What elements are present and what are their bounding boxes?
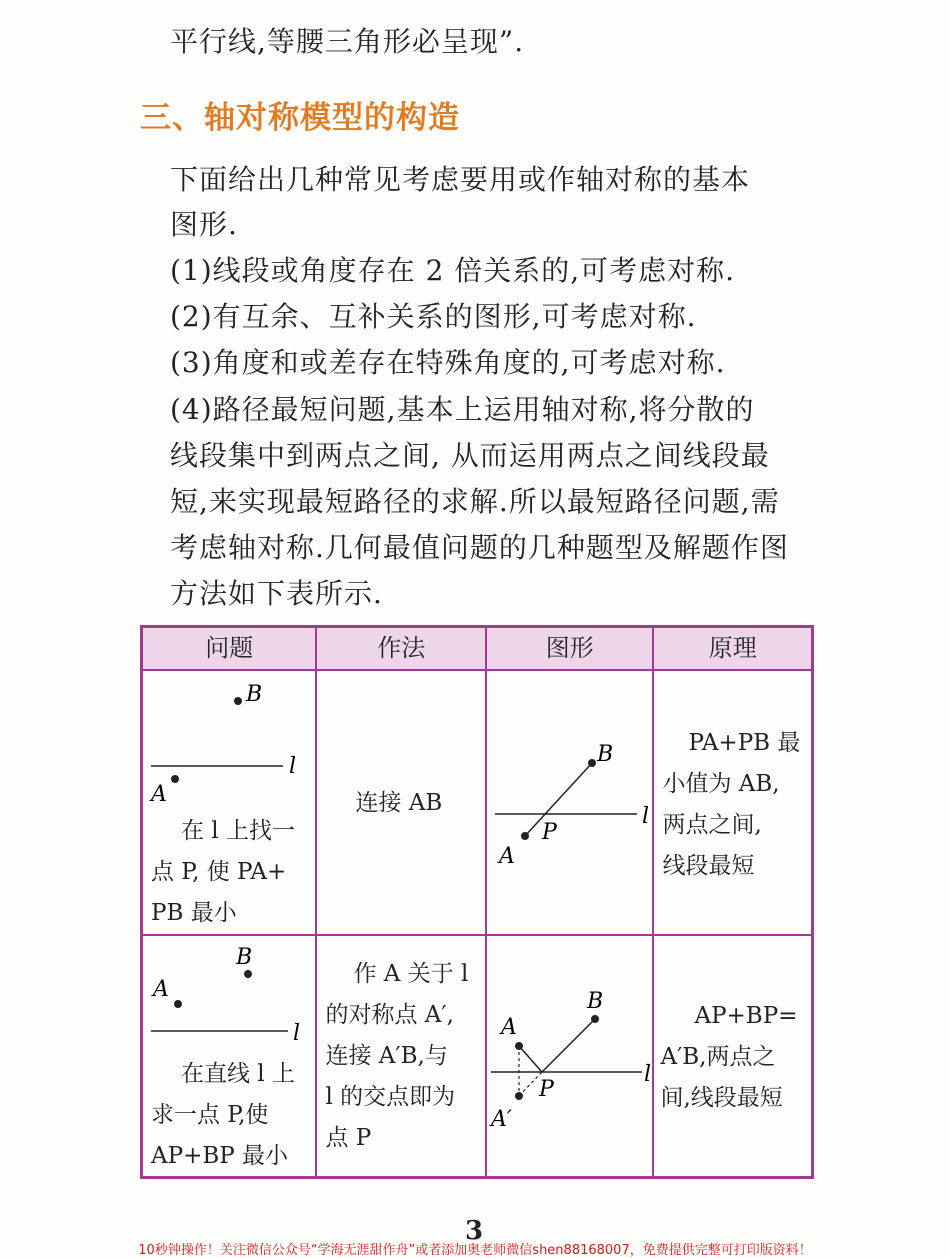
problem-text-line: AP+BP 最小 [151,1143,289,1169]
point-label-b: B [236,945,253,970]
point-label-p: P [541,820,557,845]
method-cell [316,935,485,1178]
paragraph-line: 方法如下表所示. [170,577,383,610]
header-figure: 图形 [486,627,654,671]
problem-text-line: PB 最小 [151,900,237,926]
problem-cell [142,670,317,935]
method-cell [316,670,485,935]
figure-cell [486,935,654,1178]
point-label-b: B [246,682,263,707]
line-label-l: l [641,804,649,829]
principle-cell [653,670,812,935]
principle-text-line: 小值为 AB, [662,771,780,797]
method-text-line: l 的交点即为 [325,1084,456,1110]
paragraph-line: (3)角度和或差存在特殊角度的,可考虑对称. [170,346,726,379]
point-label-a: A [153,977,169,1002]
method-text-line: 作 A 关于 l [353,961,469,987]
principle-text-line: 两点之间, [662,812,762,838]
methods-table [140,625,814,1179]
paragraph-line: (4)路径最短问题,基本上运用轴对称,将分散的 [170,393,755,426]
table-row [142,670,813,935]
paragraph-line: (2)有互余、互补关系的图形,可考虑对称. [170,300,697,333]
point-label-b: B [586,989,604,1014]
page-number: 3 [465,1216,484,1246]
principle-cell [653,935,812,1178]
paragraph-line: 图形. [170,208,238,241]
header-principle: 原理 [653,627,812,671]
paragraph-line: (1)线段或角度存在 2 倍关系的,可考虑对称. [170,254,736,287]
principle-text-line: PA+PB 最 [688,730,801,756]
figure-diagram [487,671,653,934]
figure-cell [486,670,654,935]
point-label-p: P [538,1077,554,1102]
method-text-line: 点 P [325,1125,372,1151]
method-text-line: 连接 AB [355,790,443,816]
figure-diagram [487,936,653,1176]
problem-text-line: 在直线 l 上 [181,1061,295,1087]
problem-diagram [143,671,316,807]
line-label-l: l [289,754,297,779]
problem-text-line: 求一点 P,使 [151,1102,269,1128]
problem-cell [142,935,317,1178]
table-header-row [142,627,813,671]
principle-text-line: AP+BP= [694,1003,798,1029]
point-label-a: A [498,844,515,869]
section-heading: 三、轴对称模型的构造 [140,100,460,136]
principle-text-line: 线段最短 [662,853,755,879]
paragraph-line: 考虑轴对称.几何最值问题的几种题型及解题作图 [170,531,789,564]
principle-text-line: 间,线段最短 [660,1085,783,1111]
point-label-a-prime: A′ [490,1107,512,1132]
top-line: 平行线,等腰三角形必呈现”. [170,25,525,58]
method-text-line: 连接 A′B,与 [325,1043,448,1069]
header-problem: 问题 [142,627,317,671]
paragraph-line: 下面给出几种常见考虑要用或作轴对称的基本 [170,163,751,196]
problem-diagram [143,936,316,1046]
header-method: 作法 [316,627,485,671]
point-label-b: B [596,742,614,767]
line-label-l: l [643,1062,651,1087]
point-label-a: A [151,782,167,807]
footer-notice: 10秒钟操作！关注微信公众号“学海无涯甜作舟”或者添加奥老师微信shen88168007，免费提供完整可打印版资料！ [138,1243,812,1258]
paragraph-line: 线段集中到两点之间, 从而运用两点之间线段最 [170,439,770,472]
table-row [142,935,813,1178]
line-label-l: l [293,1021,301,1046]
point-label-a: A [500,1015,517,1040]
problem-text-line: 点 P, 使 PA+ [151,859,287,885]
principle-text-line: A′B,两点之 [660,1044,776,1070]
method-text-line: 的对称点 A′, [325,1002,454,1028]
problem-text-line: 在 l 上找一 [181,818,295,844]
paragraph-line: 短,来实现最短路径的求解.所以最短路径问题,需 [170,485,780,518]
